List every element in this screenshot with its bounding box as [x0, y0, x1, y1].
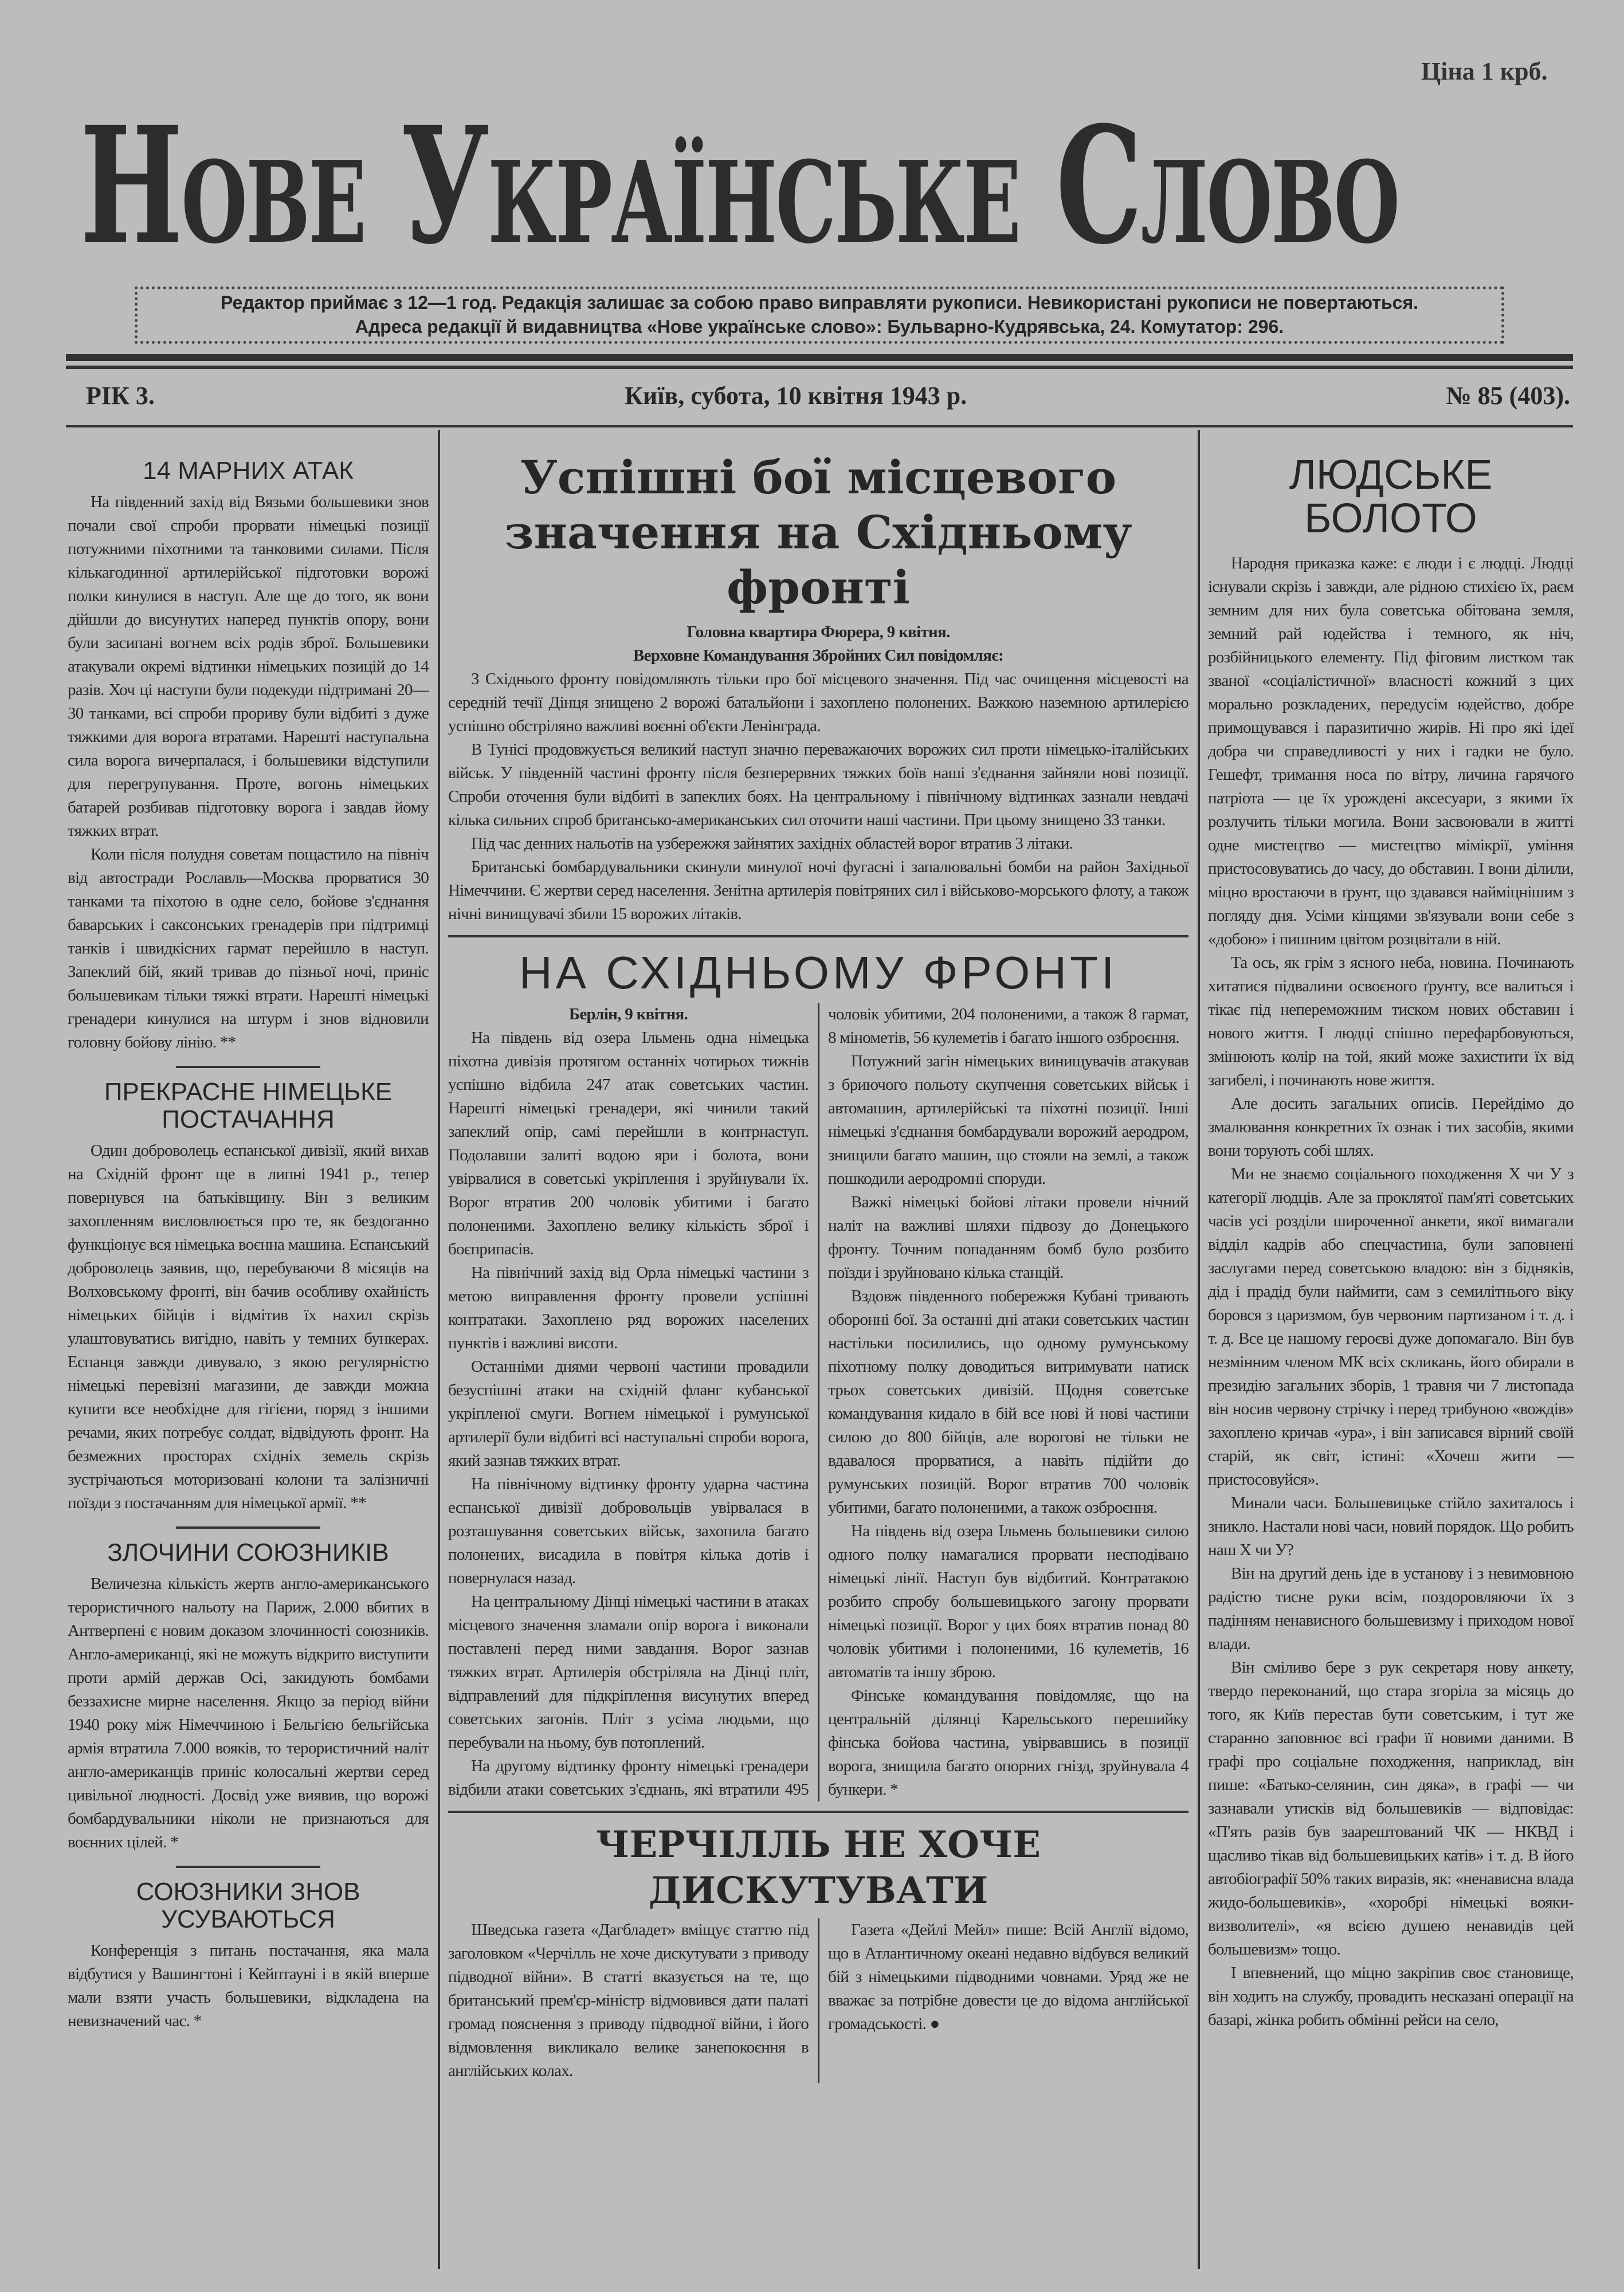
separator	[176, 1066, 320, 1068]
article-crimes	[68, 1539, 429, 1854]
article-body	[68, 490, 429, 1054]
paragraph: З Східнього фронту повідомляють тільки про бої місцевого значення. Під час очищення місцевості на середній течії Дінця знищено 2 ворожі батальйони і захоплено полонених. Важкою наземною артилерією успішно обстріляно важливі воєнні об'єкти Ленінграда.	[448, 670, 1188, 735]
notice-line-2: Адреса редакції й видавництва «Нове українське слово»: Бульварно-Кудрявська, 24. Комутатор: 296.	[355, 316, 1284, 337]
article-intro: Верховне Командування Збройних Сил повідомляє:	[633, 646, 1003, 665]
paragraph: На південь від озера Ільмень одна німецька піхотна дивізія протягом останніх чотирьох тижнів успішно відбила 247 атак советських частин. Нарешті німецькі гренадери, які чинили такий запеклий опір, самі перейшли в контрнаступ. Подолавши залиті водою яри і болота, вони увірвалися в советські укріплення і зруйнували їх. Ворог втратив 200 чоловік убитими і багато полоненими. Захоплено велику кількість зброї і боєприпасів.	[448, 1029, 809, 1258]
paragraph: Важкі німецькі бойові літаки провели нічний наліт на важливі шляхи підвозу до Донецького фронту. Точним попаданням бомб було розбито поїзди і зруйновано кілька станцій.	[828, 1193, 1188, 1282]
newspaper-title: Нове Українське Слово	[80, 92, 1399, 280]
article-body	[448, 668, 1188, 926]
separator	[176, 1866, 320, 1868]
article-title: ЧЕРЧІЛЛЬ НЕ ХОЧЕ ДИСКУТУВАТИ	[595, 1823, 1041, 1912]
masthead	[80, 92, 1547, 280]
paragraph: Він на другий день іде в установу і з невимовною радістю тисне руки всім, поздоровляючи їх з падінням ненависного большевизму і приходом нової влади.	[1208, 1564, 1574, 1653]
dateline	[86, 381, 1570, 415]
paragraph: Британські бомбардувальники скинули минулої ночі фугасні і запалювальні бомби на район Західньої Німеччини. Є жертви серед населення. Зенітна артилерія повітряних сил і військово-морського флоту, а також нічні винищувачі збили 15 ворожих літаків.	[448, 858, 1188, 923]
article-human-swamp	[1208, 453, 1574, 2032]
article-dateline: Головна квартира Фюрера, 9 квітня.	[687, 623, 950, 641]
article-body	[1208, 552, 1574, 2032]
paragraph: В Тунісі продовжується великий наступ значно переважаючих ворожих сил проти німецько-італійських військ. У південній частині фронту після безперервних тяжких боїв наші з'єднання зайняли нові позиції. Спроби оточення були відбиті в запеклих боях. На центральному і північному відтинках зазнали невдачі кілька сильних спроб британсько-американських сил оточити наші частини. При цьому знищено 33 танки.	[448, 740, 1188, 829]
issue-number: № 85 (403).	[1446, 382, 1570, 410]
column-divider	[1198, 430, 1200, 2269]
paragraph: На південь від озера Ільмень большевики силою одного полку намагалися прорвати несподівано німецькі лінії. Наступ був відбитий. Контратакою розбито спробу большевицького загону прорвати німецькі позиції. Ворог у цих боях втратив понад 80 чоловік убитими і полоненими, 16 кулеметів, 16 автоматів та іншу зброю.	[828, 1522, 1188, 1681]
paragraph: Ми не знаємо соціального походження Х чи У з категорії людців. Але за проклятої пам'яті советських часів усі розділи широченної анкети, якої вимагали відділ кадрів або спецчастина, були заповнені заслугами перед советською владою: він з бідняків, дід і прадід були наймити, сам з семилітнього віку боровся з царизмом, був червоним партизаном і т. д. і т. д. Все це нашому героєві дуже допомагало. Він був незмінним членом МК всіх скликань, його обирали в президію загальних зборів, 1 травня чи 7 листопада він носив червону стрічку і перед трибуною «вождів» захоплено кричав «ура», і він записався вірний своїй старій, як світ, істині: «Хочеш жити — пристосовуйся».	[1208, 1165, 1574, 1489]
center-column	[448, 450, 1188, 2083]
paragraph: Минали часи. Большевицьке стійло захиталось і зникло. Настали нові часи, новий порядок. Що робить наш Х чи У?	[1208, 1494, 1574, 1559]
article-14-attacks	[68, 457, 429, 1054]
paragraph: Але досить загальних описів. Перейдімо до змалювання конкретних їх ознак і тих засобів, якими вони торують собі шлях.	[1208, 1094, 1574, 1160]
article-churchill	[448, 1822, 1188, 2083]
paragraph: Останніми днями червоні частини провадили безуспішні атаки на східній фланг кубанської укріпленої смуги. Вогнем німецької і румунської артилерії були відбиті всі наступальні спроби ворога, який зазнав тяжких втрат.	[448, 1357, 809, 1470]
editorial-notice	[135, 286, 1504, 344]
paragraph: Величезна кількість жертв англо-американського терористичного нальоту на Париж, 2.000 вбитих в Антверпені є новим доказом злочинності союзників. Англо-американці, які не можуть відкрито виступити проти армій держав Осі, закидують бомбами беззахисне мирне населення. Якщо за період війни 1940 року між Німеччиною і Бельгією бельгійська армія втратила 7.000 вояків, то терористичний наліт англо-американців приніс колосальні жертви серед цивільної людності. Досвід уже виявив, що ворожі бомбардувальники ніколи не признаються для воєнних цілей. *	[68, 1575, 429, 1851]
article-title: НА СХІДНЬОМУ ФРОНТІ	[519, 947, 1118, 998]
paragraph: Конференція з питань постачання, яка мала відбутися у Вашингтоні і Кейптауні і в якій вперше мали взяти участь большевики, відкладена на невизначений час. *	[68, 1941, 429, 2030]
year-label: РІК 3.	[86, 382, 155, 410]
article-body	[448, 1918, 1188, 2083]
notice-line-1: Редактор приймає з 12—1 год. Редакція залишає за собою право виправляти рукописи. Невикористані рукописи не повертаються.	[220, 292, 1419, 313]
paragraph: Він сміливо бере з рук секретаря нову анкету, твердо переконаний, що стара згоріла за місяць до того, як Київ перестав бути советським, і тут же старанно заповнює всі графи її новими даними. В графі про соціальне походження, наприклад, він пише: «Батько-селянин, син дяка», в графі — чи зазнавали утисків від большевиків — відповідає: «П'ять разів був заарештований ЧК — НКВД і щасливо тікав від большевицьких катів» і т. д. В його автобіографії 50% таких виразів, як: «ненависна влада жидо-большевиків», «хоробрі німецькі вояки-визволителі», «я всією душею ненавидів цей большевизм» тощо.	[1208, 1658, 1574, 1959]
column-divider	[438, 430, 440, 2269]
article-local-battles	[448, 450, 1188, 926]
paragraph: Фінське командування повідомляє, що на центральній ділянці Карельського перешийку фінська бойова частина, увірвавшись в позиції ворога, знищила багато опорних гнізд, зруйнувала 4 бункери. *	[828, 1686, 1188, 1799]
paragraph: Під час денних нальотів на узбережжя зайнятих західніх областей ворог втратив 3 літаки.	[471, 834, 1073, 853]
left-column	[68, 447, 429, 2033]
main-headline: Успішні бої місцевого значення на Східньому фронті	[504, 450, 1132, 614]
paragraph: На північний захід від Орла німецькі частини з метою виправлення фронту провели успішні контратаки. Захоплено ряд ворожих населених пунктів і важливі висоти.	[448, 1263, 809, 1352]
paragraph: На другому відтинку фронту німецькі гренадери відбили атаки советських з'єднань, які втратили 495 чоловік убитими, 204 полоненими, а також 8 гармат, 8 мінометів, 56 кулеметів і багато іншого озброєння.	[448, 1005, 1188, 1799]
paragraph: Шведська газета «Дагбладет» вміщує статтю під заголовком «Черчілль не хоче дискутувати з приводу підводної війни». В статті вказується на те, що британський прем'єр-міністр відмовився дати палаті громад пояснення з приводу підводної війни, і його відмовлення викликало велике занепокоєння в англійських колах.	[448, 1921, 809, 2080]
dateline-rule	[66, 425, 1573, 427]
header-rule	[66, 366, 1573, 369]
right-column	[1208, 450, 1574, 2032]
price-label: Ціна 1 крб.	[1421, 57, 1548, 85]
paragraph: На центральному Дінці німецькі частини в атаках місцевого значення зламали опір ворога і виконали поставлені перед ними завдання. Ворог зазнав тяжких втрат. Артилерія обстріляла на Дінці пліт, відправлений для підкріплення висунутих вперед советських загонів. Пліт з усіма людьми, що перебували на ньому, був потоплений.	[448, 1592, 809, 1752]
paragraph: На північному відтинку фронту ударна частина еспанської дивізії добровольців увірвалася в розташування советських військ, захопила багато полонених, висадила в повітря кілька дотів і повернулася назад.	[448, 1475, 809, 1587]
paragraph: Вздовж південного побережжя Кубані тривають оборонні бої. За останні дні атаки советських частин настільки посилились, що одному румунському піхотному полку доводиться витримувати натиск трьох советських дивізій. Щодня советське командування кидало в бій все нові й нові частини силою до 800 бійців, але ворогові не тільки не вдавалося прорватися, а навіть підійти до румунських позицій. Ворог втратив 700 чоловік убитими, багато полоненими, а також озброєння.	[828, 1287, 1188, 1517]
paragraph: Потужний загін німецьких винищувачів атакував з бриючого польоту скупчення советських військ і автомашин, артилерійські та піхотні позиції. Інші німецькі з'єднання бомбардували ворожий аеродром, знищили багато машин, що стояли на землі, а також пошкодили аеродромні споруди.	[828, 1052, 1188, 1188]
paragraph: І впевнений, що міцно закріпив своє становище, він ходить на службу, провадить несказані операції на базарі, жінка робить обмінні рейси на село,	[1208, 1964, 1574, 2029]
separator	[176, 1526, 320, 1529]
article-dateline: Берлін, 9 квітня.	[568, 1005, 688, 1023]
article-title: ПРЕКРАСНЕ НІМЕЦЬКЕ ПОСТАЧАННЯ	[104, 1078, 393, 1133]
paragraph: Коли після полудня советам пощастило на північ від автостради Рославль—Москва прорватися 30 танками та піхотою в одне село, бойове з'єднання баварських і саксонських гренадерів при підтримці танків і швидкісних гармат перейшло в наступ. Запеклий бій, який тривав до пізньої ночі, приніс большевикам тільки тяжкі втрати. Нарешті німецькі гренадери кинулися на штурм і знов відновили головну бойову лінію. **	[68, 845, 429, 1051]
article-title: 14 МАРНИХ АТАК	[143, 457, 354, 485]
header-rule	[66, 354, 1573, 361]
paragraph: На південний захід від Вязьми большевики знов почали свої спроби прорвати німецькі позиції потужними піхотними та танковими силами. Після кількагодинної артилерійської підготовки ворожі полки кинулися в наступ. Але ще до того, як вони дійшли до висунутих наперед пунктів опору, вони були засипані вогнем всіх родів зброї. Большевики атакували окремі відтинки німецьких позицій до 14 разів. Хоч ці наступи були подекуди підтримані 20—30 танками, всі спроби прориву були відбиті з дуже тяжкими для ворога втратами. Нарешті наступальна сила ворога вичерпалася, і большевики відступили для перегрупування. Проте, вогонь німецьких батарей розбивав підготовку ворога і завдав йому тяжких втрат.	[68, 493, 429, 840]
paragraph: Один доброволець еспанської дивізії, який вихав на Східній фронт ще в липні 1941 р., тепер повернувся на батьківщину. Він з великим захопленням висловлюється про те, як бездоганно функціонує вся німецька воєнна машина. Еспанський доброволець заявив, що, перебуваючи 8 місяців на Волховському фронті, він бачив особливу охайність німецьких бійців і відмітив їх нахил скрізь улаштовуватись вигідно, навіть у темних бункерах. Еспанця завжди дивувало, з якою регулярністю німецькі перевізні магазини, де завжди можна купити все необхідне для гігієни, поряд з іншими речами, яких потребує солдат, відвідують фронт. На безмежних просторах східніх земель скрізь зустрічаються моторизовані колони та залізничні поїзди з постачанням для німецької армії. **	[68, 1141, 429, 1512]
article-allies	[68, 1878, 429, 2033]
article-body	[448, 1003, 1188, 1802]
article-title: ЛЮДСЬКЕ БОЛОТО	[1289, 452, 1493, 541]
paragraph: Народня приказка каже: є люди і є людці. Людці існували скрізь і завжди, але рідною стихією їх, раєм земним для них була советська обітована земля, земний рай юдейства і темного, як ніч, розбійницького елементу. Під фіговим листком так званої «соціалістичної» власності кожний з цих морально розкладених, передусім юдейство, добре примощувався і паразитично жирів. Ні про які ідеї добра чи справедливості у них і гадки не було. Гешефт, тримання носа по вітру, личина гарячого патріота — це їх урождені аксесуари, з якими їх розлучить тільки могила. Вони засвоювали в житті одне мистецтво — мистецтво мімікрії, уміння пристосовуватись до часу, до обставин. І вони ділили, міцно вростаючи в ґрунт, що здавався найміцнішим з погляду дня. Усіми кінцями зв'язували вони себе з «добою» і пишним цвітом розцвітали в ній.	[1208, 554, 1574, 948]
article-body	[68, 1572, 429, 1854]
place-date: Київ, субота, 10 квітня 1943 р.	[625, 382, 967, 410]
article-supply	[68, 1078, 429, 1515]
paragraph: Та ось, як грім з ясного неба, новина. Починають хитатися підвалини освоєного ґрунту, все валиться і тікає під непереможним тиском нових обставин і нового життя. І людці спішно перефарбовуються, змінюють колір на той, який може захистити їх від загибелі, і починають нове життя.	[1208, 953, 1574, 1089]
article-title: ЗЛОЧИНИ СОЮЗНИКІВ	[107, 1539, 389, 1567]
separator	[448, 1811, 1188, 1813]
article-body	[68, 1139, 429, 1515]
article-title: СОЮЗНИКИ ЗНОВ УСУВАЮТЬСЯ	[136, 1878, 360, 1933]
separator	[448, 935, 1188, 937]
article-body	[68, 1939, 429, 2033]
paragraph: Газета «Дейлі Мейл» пише: Всій Англії відомо, що в Атлантичному океані недавно відбувся великий бій з німецькими підводними човнами. Уряд же не вважає за потрібне довести це до відома англійської громадськості. ●	[828, 1921, 1188, 2033]
article-eastern-front	[448, 947, 1188, 1802]
